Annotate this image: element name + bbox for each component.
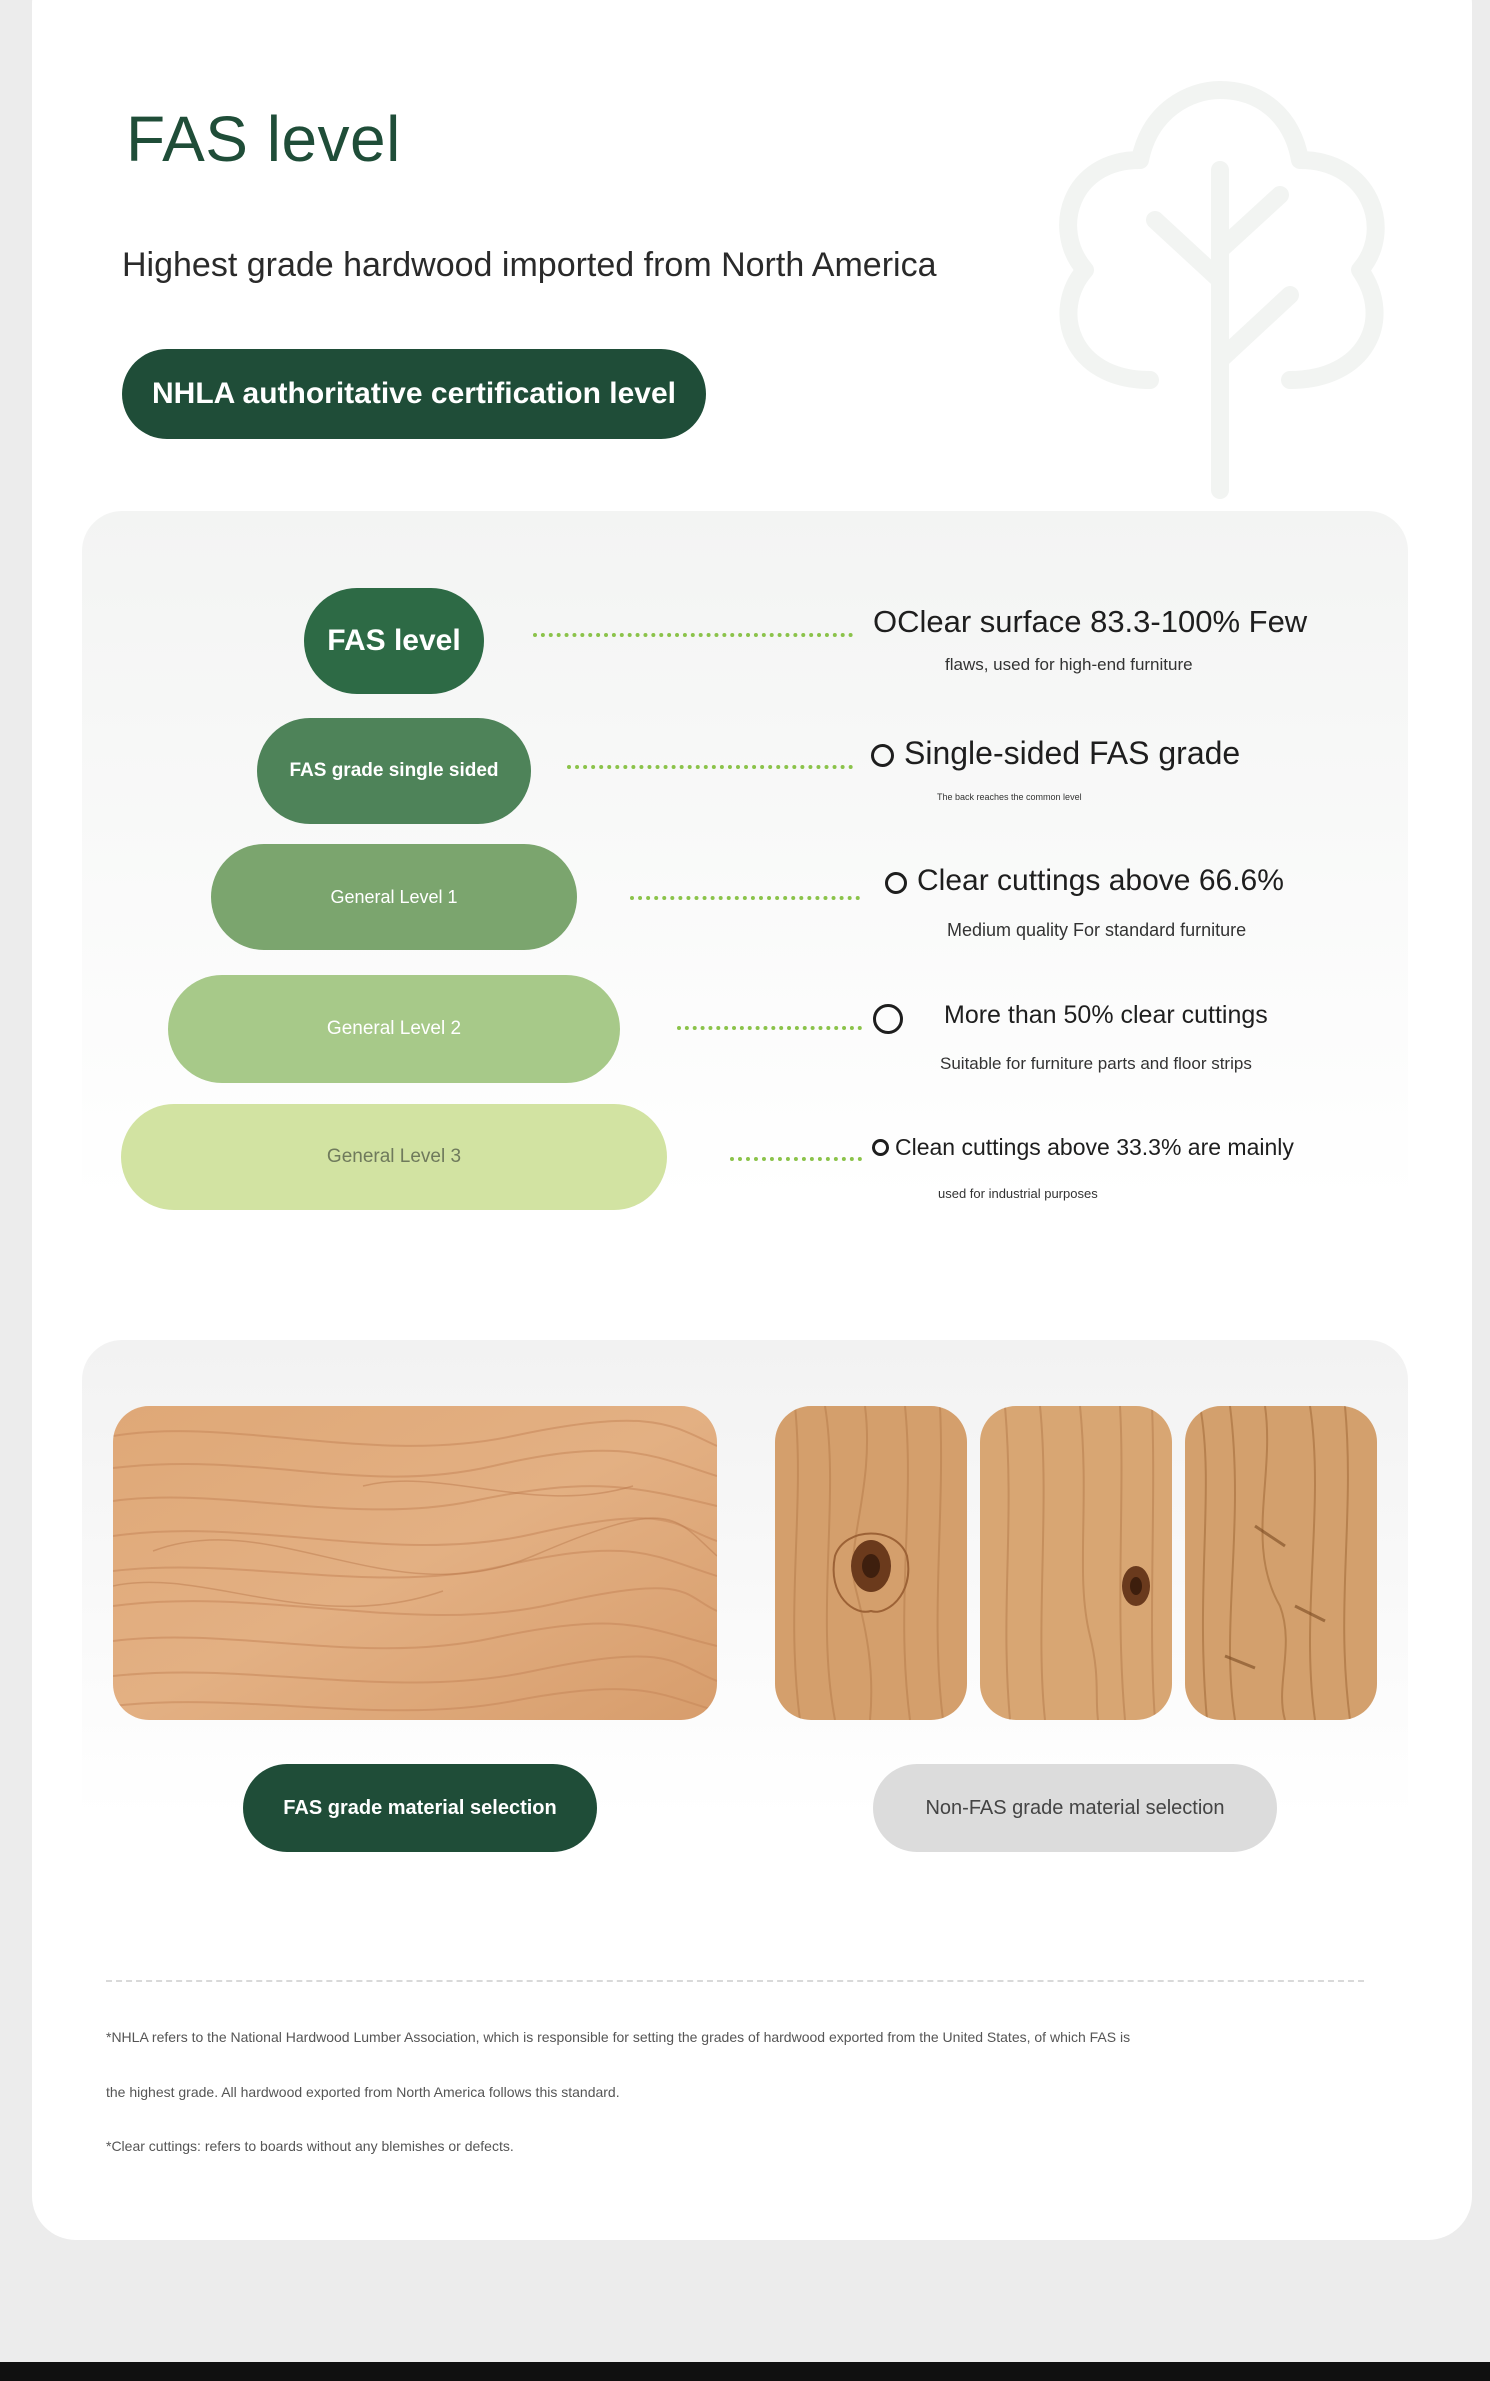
- footnote-line-1: *NHLA refers to the National Hardwood Lumber Association, which is responsible for setting the grades of hardwood exported from the United States, of which FAS is: [106, 2029, 1131, 2045]
- grade-tier-general-3: General Level 3: [121, 1104, 667, 1210]
- grade-tier-single-sided: FAS grade single sided: [257, 718, 531, 824]
- circle-icon: [872, 1139, 889, 1156]
- grade-detail: flaws, used for high-end furniture: [945, 655, 1193, 674]
- connector-line: [677, 1026, 862, 1030]
- grade-detail: Suitable for furniture parts and floor strips: [940, 1054, 1252, 1073]
- page-subtitle: Highest grade hardwood imported from North America: [122, 246, 937, 284]
- non-fas-material-label: Non-FAS grade material selection: [873, 1764, 1277, 1852]
- footnote-line-3: *Clear cuttings: refers to boards without any blemishes or defects.: [106, 2138, 514, 2154]
- circle-icon: [873, 1004, 903, 1034]
- grade-detail: Medium quality For standard furniture: [947, 920, 1247, 940]
- bottom-bar: [0, 2362, 1490, 2381]
- grade-tier-general-2: General Level 2: [168, 975, 620, 1083]
- grade-tier-fas: FAS level: [304, 588, 484, 694]
- grade-title: Single-sided FAS grade: [904, 735, 1241, 771]
- connector-line: [533, 633, 853, 637]
- fas-wood-image: [113, 1406, 717, 1720]
- non-fas-wood-image-2: [980, 1406, 1172, 1720]
- grade-title: More than 50% clear cuttings: [944, 1001, 1268, 1029]
- grade-title: Clean cuttings above 33.3% are mainly: [895, 1134, 1294, 1160]
- connector-line: [630, 896, 860, 900]
- certification-badge: NHLA authoritative certification level: [122, 349, 706, 439]
- grade-detail: The back reaches the common level: [937, 792, 1082, 802]
- non-fas-wood-image-1: [775, 1406, 967, 1720]
- footnote-line-2: the highest grade. All hardwood exported from North America follows this standard.: [106, 2084, 620, 2100]
- circle-icon: [885, 872, 907, 894]
- page-title: FAS level: [126, 103, 401, 175]
- connector-line: [567, 765, 853, 769]
- footnote-divider: [106, 1980, 1364, 1982]
- non-fas-wood-image-3: [1185, 1406, 1377, 1720]
- grade-tier-general-1: General Level 1: [211, 844, 577, 950]
- circle-icon: [871, 744, 894, 767]
- fas-material-label: FAS grade material selection: [243, 1764, 597, 1852]
- grade-title: Clear cuttings above 66.6%: [917, 864, 1284, 897]
- grade-title: OClear surface 83.3-100% Few: [873, 604, 1308, 639]
- tree-icon: [1030, 80, 1410, 510]
- grade-detail: used for industrial purposes: [938, 1186, 1098, 1201]
- connector-line: [730, 1157, 862, 1161]
